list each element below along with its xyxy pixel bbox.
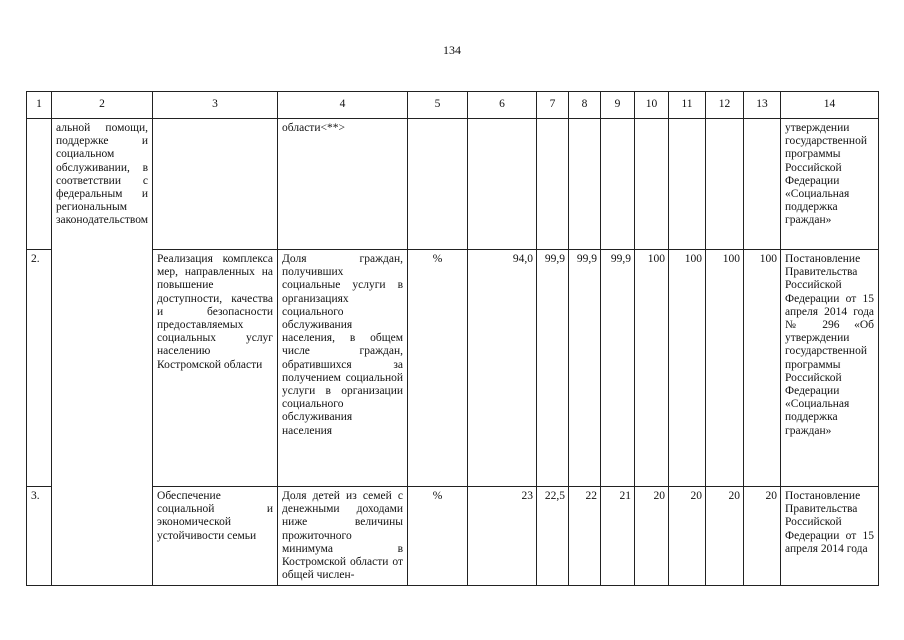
indicator-cell: области<**> [278, 119, 408, 250]
row-number-cell: 2. [27, 250, 52, 487]
indicator-cell: Доля детей из семей с денежными доходами ниже величины прожиточного минимума в Костромской области от общей числен- [278, 487, 408, 586]
value-cell: 20 [744, 487, 781, 586]
row-number-cell: 3. [27, 487, 52, 586]
value-cell [744, 119, 781, 250]
value-cell: 99,9 [601, 250, 635, 487]
measure-cell: Реализация комплекса мер, направленных на повышение доступности, качества и безопасности предоставляемых социальных услуг населению Костромской области [153, 250, 278, 487]
value-cell [468, 119, 537, 250]
value-cell: 100 [635, 250, 669, 487]
unit-cell: % [408, 250, 468, 487]
value-cell: 20 [706, 487, 744, 586]
basis-cell: Постановление Правительства Российской Федерации от 15 апреля 2014 года № 296 «Об утверждении государственной программы Российской Федерации «Социальная поддержка граждан» [781, 250, 879, 487]
value-cell: 21 [601, 487, 635, 586]
unit-cell [408, 119, 468, 250]
indicator-cell: Доля граждан, получивших социальные услуги в организациях социального обслуживания населения, в общем числе граждан, обратившихся за получением социальной услуги в организации социального обслуживания населения [278, 250, 408, 487]
value-cell [569, 119, 601, 250]
header-cell: 7 [537, 92, 569, 119]
header-cell: 5 [408, 92, 468, 119]
header-cell: 12 [706, 92, 744, 119]
value-cell: 100 [706, 250, 744, 487]
value-cell: 23 [468, 487, 537, 586]
value-cell: 22 [569, 487, 601, 586]
header-cell: 2 [52, 92, 153, 119]
value-cell: 100 [744, 250, 781, 487]
header-cell: 10 [635, 92, 669, 119]
task-cell: альной помощи, поддержке и социальном обслуживании, в соответствии с федеральным и региональным законодательством [52, 119, 153, 586]
unit-cell: % [408, 487, 468, 586]
table-row [27, 250, 879, 487]
value-cell: 100 [669, 250, 706, 487]
value-cell [537, 119, 569, 250]
table-row [27, 119, 879, 250]
value-cell [706, 119, 744, 250]
table-row [27, 487, 879, 586]
header-cell: 9 [601, 92, 635, 119]
basis-cell: утверждении государственной программы Российской Федерации «Социальная поддержка граждан» [781, 119, 879, 250]
row-number-cell [27, 119, 52, 250]
value-cell [601, 119, 635, 250]
page-number: 134 [443, 43, 461, 57]
measure-cell [153, 119, 278, 250]
header-cell: 1 [27, 92, 52, 119]
value-cell: 94,0 [468, 250, 537, 487]
basis-cell: Постановление Правительства Российской Федерации от 15 апреля 2014 года [781, 487, 879, 586]
value-cell: 99,9 [537, 250, 569, 487]
header-cell: 3 [153, 92, 278, 119]
header-cell: 14 [781, 92, 879, 119]
value-cell: 22,5 [537, 487, 569, 586]
value-cell [635, 119, 669, 250]
value-cell: 20 [635, 487, 669, 586]
measure-cell: Обеспечение социальной и экономической устойчивости семьи [153, 487, 278, 586]
value-cell: 99,9 [569, 250, 601, 487]
header-row [27, 92, 879, 119]
value-cell [669, 119, 706, 250]
header-cell: 8 [569, 92, 601, 119]
program-table [26, 91, 879, 586]
value-cell: 20 [669, 487, 706, 586]
header-cell: 4 [278, 92, 408, 119]
header-cell: 11 [669, 92, 706, 119]
header-cell: 6 [468, 92, 537, 119]
header-cell: 13 [744, 92, 781, 119]
